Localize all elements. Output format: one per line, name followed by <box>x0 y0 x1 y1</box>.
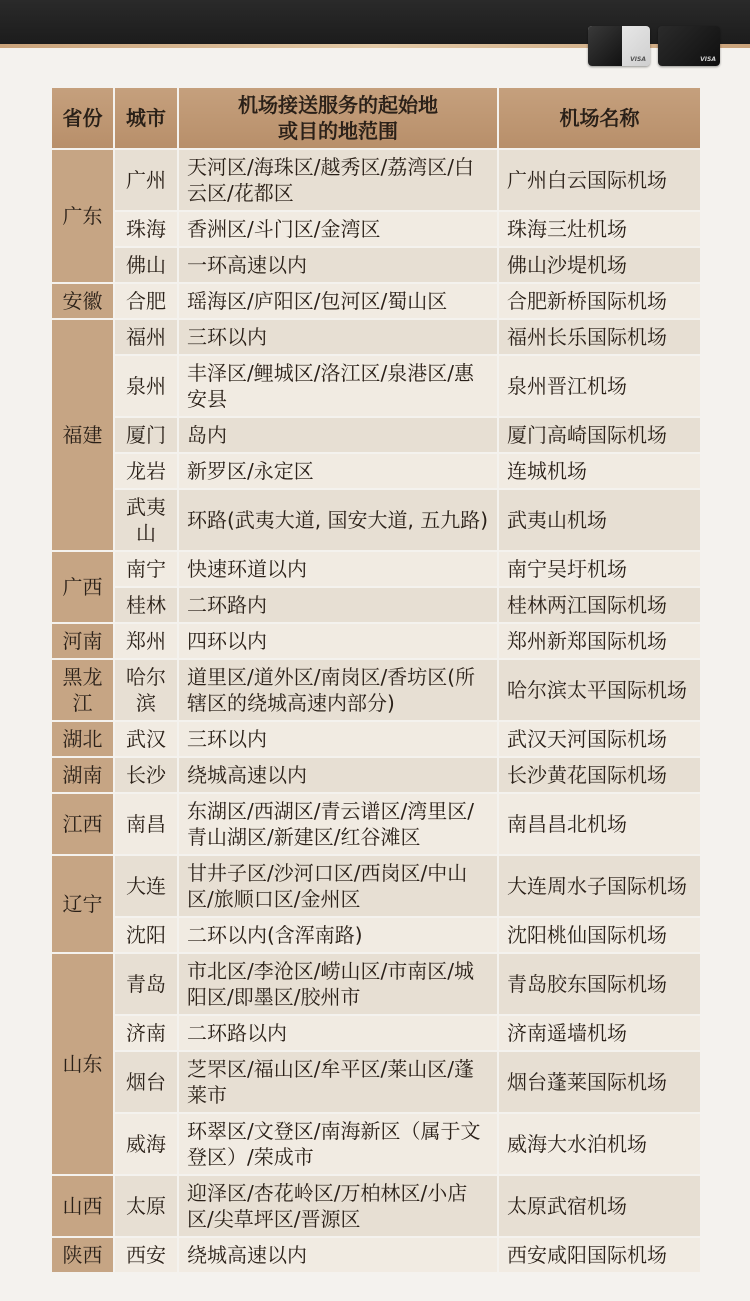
city-cell: 南宁 <box>114 551 178 587</box>
area-cell: 瑶海区/庐阳区/包河区/蜀山区 <box>178 283 498 319</box>
area-cell: 绕城高速以内 <box>178 757 498 793</box>
airport-cell: 西安咸阳国际机场 <box>498 1237 701 1273</box>
area-cell: 四环以内 <box>178 623 498 659</box>
city-cell: 佛山 <box>114 247 178 283</box>
table-row <box>51 355 701 417</box>
table-row <box>51 417 701 453</box>
airport-cell: 青岛胶东国际机场 <box>498 953 701 1015</box>
table-row <box>51 1113 701 1175</box>
table-row <box>51 247 701 283</box>
airport-cell: 合肥新桥国际机场 <box>498 283 701 319</box>
city-cell: 太原 <box>114 1175 178 1237</box>
city-cell: 威海 <box>114 1113 178 1175</box>
airport-cell: 南昌昌北机场 <box>498 793 701 855</box>
table-row <box>51 587 701 623</box>
table-row <box>51 283 701 319</box>
header-area-text: 机场接送服务的起始地 或目的地范围 <box>238 93 438 143</box>
province-cell: 安徽 <box>51 283 114 319</box>
table-row <box>51 1175 701 1237</box>
header-area <box>178 87 498 149</box>
city-cell: 郑州 <box>114 623 178 659</box>
table-row <box>51 721 701 757</box>
province-cell: 山西 <box>51 1175 114 1237</box>
header-airport: 机场名称 <box>498 87 701 149</box>
area-cell: 道里区/道外区/南岗区/香坊区(所辖区的绕城高速内部分) <box>178 659 498 721</box>
table-row <box>51 623 701 659</box>
city-cell: 厦门 <box>114 417 178 453</box>
city-cell: 沈阳 <box>114 917 178 953</box>
table-row <box>51 211 701 247</box>
city-cell: 烟台 <box>114 1051 178 1113</box>
airport-cell: 桂林两江国际机场 <box>498 587 701 623</box>
area-cell: 丰泽区/鲤城区/洛江区/泉港区/惠安县 <box>178 355 498 417</box>
city-cell: 合肥 <box>114 283 178 319</box>
city-cell: 大连 <box>114 855 178 917</box>
city-cell: 广州 <box>114 149 178 211</box>
credit-card-image-light: VISA <box>588 26 650 66</box>
area-cell: 快速环道以内 <box>178 551 498 587</box>
area-cell: 迎泽区/杏花岭区/万柏林区/小店区/尖草坪区/晋源区 <box>178 1175 498 1237</box>
table-row <box>51 1237 701 1273</box>
header-city: 城市 <box>114 87 178 149</box>
header-province: 省份 <box>51 87 114 149</box>
area-cell: 环路(武夷大道, 国安大道, 五九路) <box>178 489 498 551</box>
province-cell: 辽宁 <box>51 855 114 953</box>
province-cell: 江西 <box>51 793 114 855</box>
table-header-row <box>51 87 701 149</box>
airport-cell: 南宁吴圩机场 <box>498 551 701 587</box>
area-cell: 东湖区/西湖区/青云谱区/湾里区/青山湖区/新建区/红谷滩区 <box>178 793 498 855</box>
airport-transfer-table <box>50 86 702 1274</box>
city-cell: 济南 <box>114 1015 178 1051</box>
airport-cell: 太原武宿机场 <box>498 1175 701 1237</box>
airport-cell: 济南遥墙机场 <box>498 1015 701 1051</box>
area-cell: 二环以内(含浑南路) <box>178 917 498 953</box>
area-cell: 三环以内 <box>178 721 498 757</box>
city-cell: 福州 <box>114 319 178 355</box>
table-row <box>51 659 701 721</box>
airport-cell: 烟台蓬莱国际机场 <box>498 1051 701 1113</box>
table-row <box>51 1051 701 1113</box>
table-row <box>51 757 701 793</box>
city-cell: 桂林 <box>114 587 178 623</box>
city-cell: 青岛 <box>114 953 178 1015</box>
province-cell: 福建 <box>51 319 114 551</box>
table-row <box>51 917 701 953</box>
airport-cell: 威海大水泊机场 <box>498 1113 701 1175</box>
table-row <box>51 489 701 551</box>
airport-cell: 武汉天河国际机场 <box>498 721 701 757</box>
area-cell: 二环路以内 <box>178 1015 498 1051</box>
credit-card-image-dark: VISA <box>658 26 720 66</box>
airport-cell: 广州白云国际机场 <box>498 149 701 211</box>
city-cell: 龙岩 <box>114 453 178 489</box>
area-cell: 一环高速以内 <box>178 247 498 283</box>
airport-cell: 佛山沙堤机场 <box>498 247 701 283</box>
table-row <box>51 855 701 917</box>
area-cell: 岛内 <box>178 417 498 453</box>
city-cell: 南昌 <box>114 793 178 855</box>
table-row <box>51 953 701 1015</box>
table-row <box>51 319 701 355</box>
airport-cell: 武夷山机场 <box>498 489 701 551</box>
table-row <box>51 453 701 489</box>
airport-cell: 连城机场 <box>498 453 701 489</box>
province-cell: 广西 <box>51 551 114 623</box>
province-cell: 河南 <box>51 623 114 659</box>
area-cell: 绕城高速以内 <box>178 1237 498 1273</box>
city-cell: 哈尔滨 <box>114 659 178 721</box>
area-cell: 市北区/李沧区/崂山区/市南区/城阳区/即墨区/胶州市 <box>178 953 498 1015</box>
city-cell: 长沙 <box>114 757 178 793</box>
area-cell: 环翠区/文登区/南海新区（属于文登区）/荣成市 <box>178 1113 498 1175</box>
area-cell: 芝罘区/福山区/牟平区/莱山区/蓬莱市 <box>178 1051 498 1113</box>
province-cell: 山东 <box>51 953 114 1175</box>
city-cell: 泉州 <box>114 355 178 417</box>
airport-cell: 大连周水子国际机场 <box>498 855 701 917</box>
airport-cell: 哈尔滨太平国际机场 <box>498 659 701 721</box>
province-cell: 广东 <box>51 149 114 283</box>
table-row <box>51 551 701 587</box>
city-cell: 武汉 <box>114 721 178 757</box>
area-cell: 香洲区/斗门区/金湾区 <box>178 211 498 247</box>
airport-cell: 珠海三灶机场 <box>498 211 701 247</box>
airport-cell: 厦门高崎国际机场 <box>498 417 701 453</box>
city-cell: 武夷山 <box>114 489 178 551</box>
area-cell: 天河区/海珠区/越秀区/荔湾区/白云区/花都区 <box>178 149 498 211</box>
airport-cell: 沈阳桃仙国际机场 <box>498 917 701 953</box>
card-images <box>588 26 720 66</box>
airport-cell: 长沙黄花国际机场 <box>498 757 701 793</box>
airport-cell: 福州长乐国际机场 <box>498 319 701 355</box>
province-cell: 陕西 <box>51 1237 114 1273</box>
city-cell: 西安 <box>114 1237 178 1273</box>
city-cell: 珠海 <box>114 211 178 247</box>
area-cell: 新罗区/永定区 <box>178 453 498 489</box>
table-row <box>51 1015 701 1051</box>
area-cell: 三环以内 <box>178 319 498 355</box>
area-cell: 二环路内 <box>178 587 498 623</box>
province-cell: 湖北 <box>51 721 114 757</box>
province-cell: 湖南 <box>51 757 114 793</box>
province-cell: 黑龙江 <box>51 659 114 721</box>
airport-cell: 郑州新郑国际机场 <box>498 623 701 659</box>
area-cell: 甘井子区/沙河口区/西岗区/中山区/旅顺口区/金州区 <box>178 855 498 917</box>
table-row <box>51 149 701 211</box>
airport-cell: 泉州晋江机场 <box>498 355 701 417</box>
table-row <box>51 793 701 855</box>
